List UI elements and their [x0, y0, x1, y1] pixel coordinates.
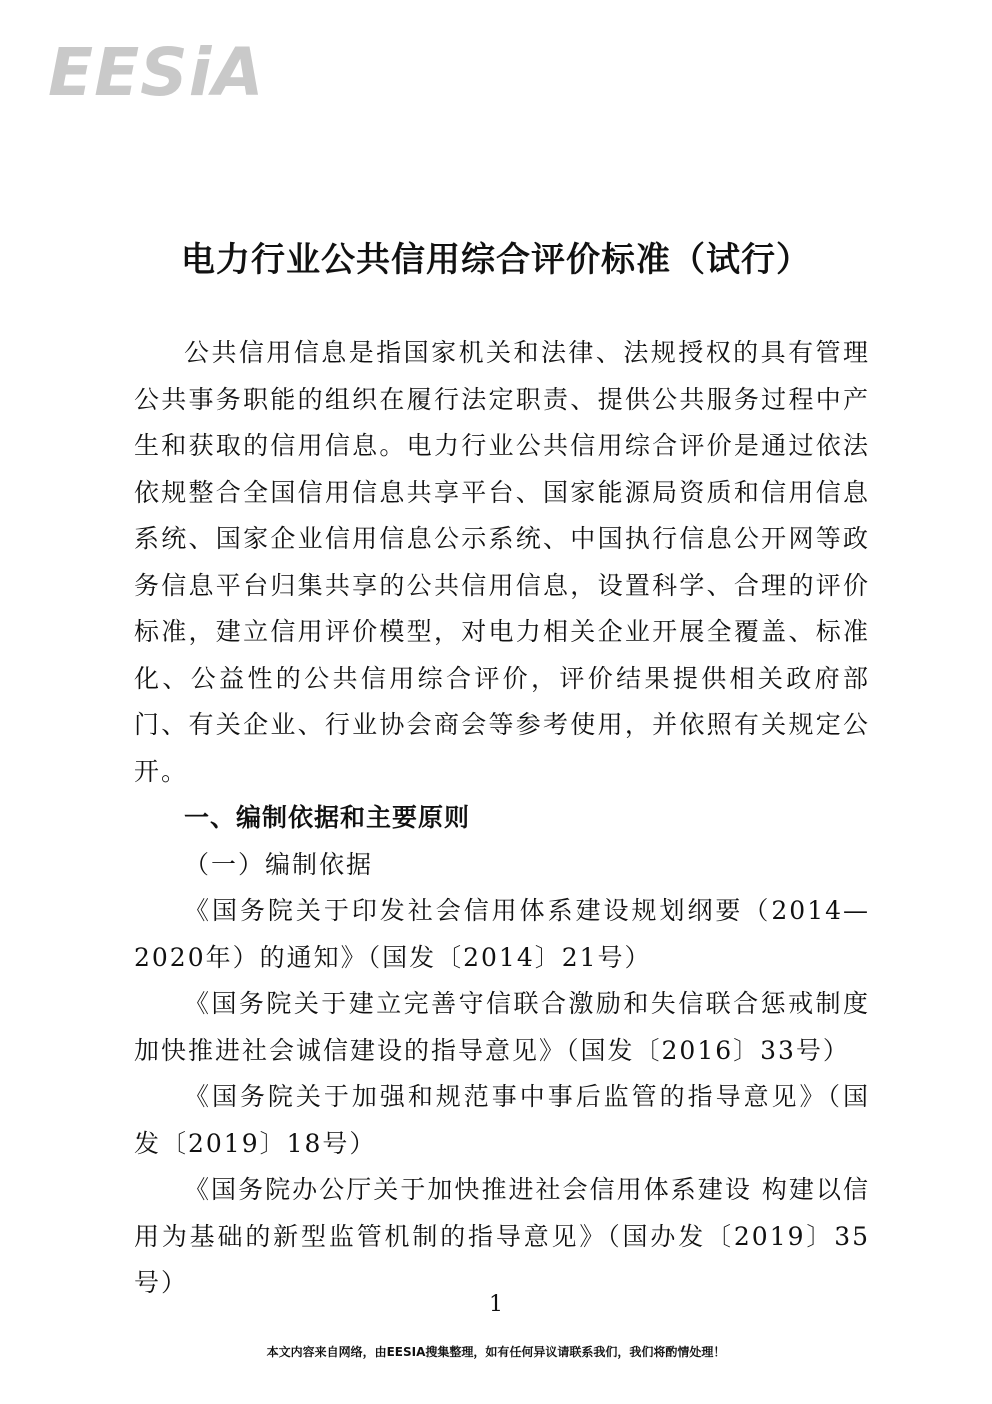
document-body [134, 330, 870, 1307]
section-heading: 一、编制依据和主要原则 [184, 803, 471, 832]
reference-item: 《国务院关于建立完善守信联合激励和失信联合惩戒制度加快推进社会诚信建设的指导意见》（国发〔2016〕33号） [134, 989, 870, 1065]
subsection-heading: （一）编制依据 [184, 849, 374, 879]
reference-item: 《国务院办公厅关于加快推进社会信用体系建设 构建以信用为基础的新型监管机制的指导意见》（国办发〔2019〕35号） [134, 1175, 870, 1297]
reference-item: 《国务院关于加强和规范事中事后监管的指导意见》（国发〔2019〕18号） [134, 1082, 870, 1158]
document-title: 电力行业公共信用综合评价标准（试行） [181, 240, 811, 280]
eesia-logo: EESiA [48, 34, 265, 111]
reference-item: 《国务院关于印发社会信用体系建设规划纲要（2014—2020年）的通知》（国发〔2014〕21号） [134, 896, 870, 972]
page-number: 1 [489, 1292, 503, 1317]
footer-notice: 本文内容来自网络，由EESIA搜集整理，如有任何异议请联系我们，我们将酌情处理！ [266, 1345, 726, 1359]
intro-paragraph: 公共信用信息是指国家机关和法律、法规授权的具有管理公共事务职能的组织在履行法定职责、提供公共服务过程中产生和获取的信用信息。电力行业公共信用综合评价是通过依法依规整合全国信用信息共享平台、国家能源局资质和信用信息系统、国家企业信用信息公示系统、中国执行信息公开网等政务信息平台归集共享的公共信用信息，设置科学、合理的评价标准，建立信用评价模型，对电力相关企业开展全覆盖、标准化、公益性的公共信用综合评价，评价结果提供相关政府部门、有关企业、行业协会商会等参考使用，并依照有关规定公开。 [134, 338, 870, 786]
